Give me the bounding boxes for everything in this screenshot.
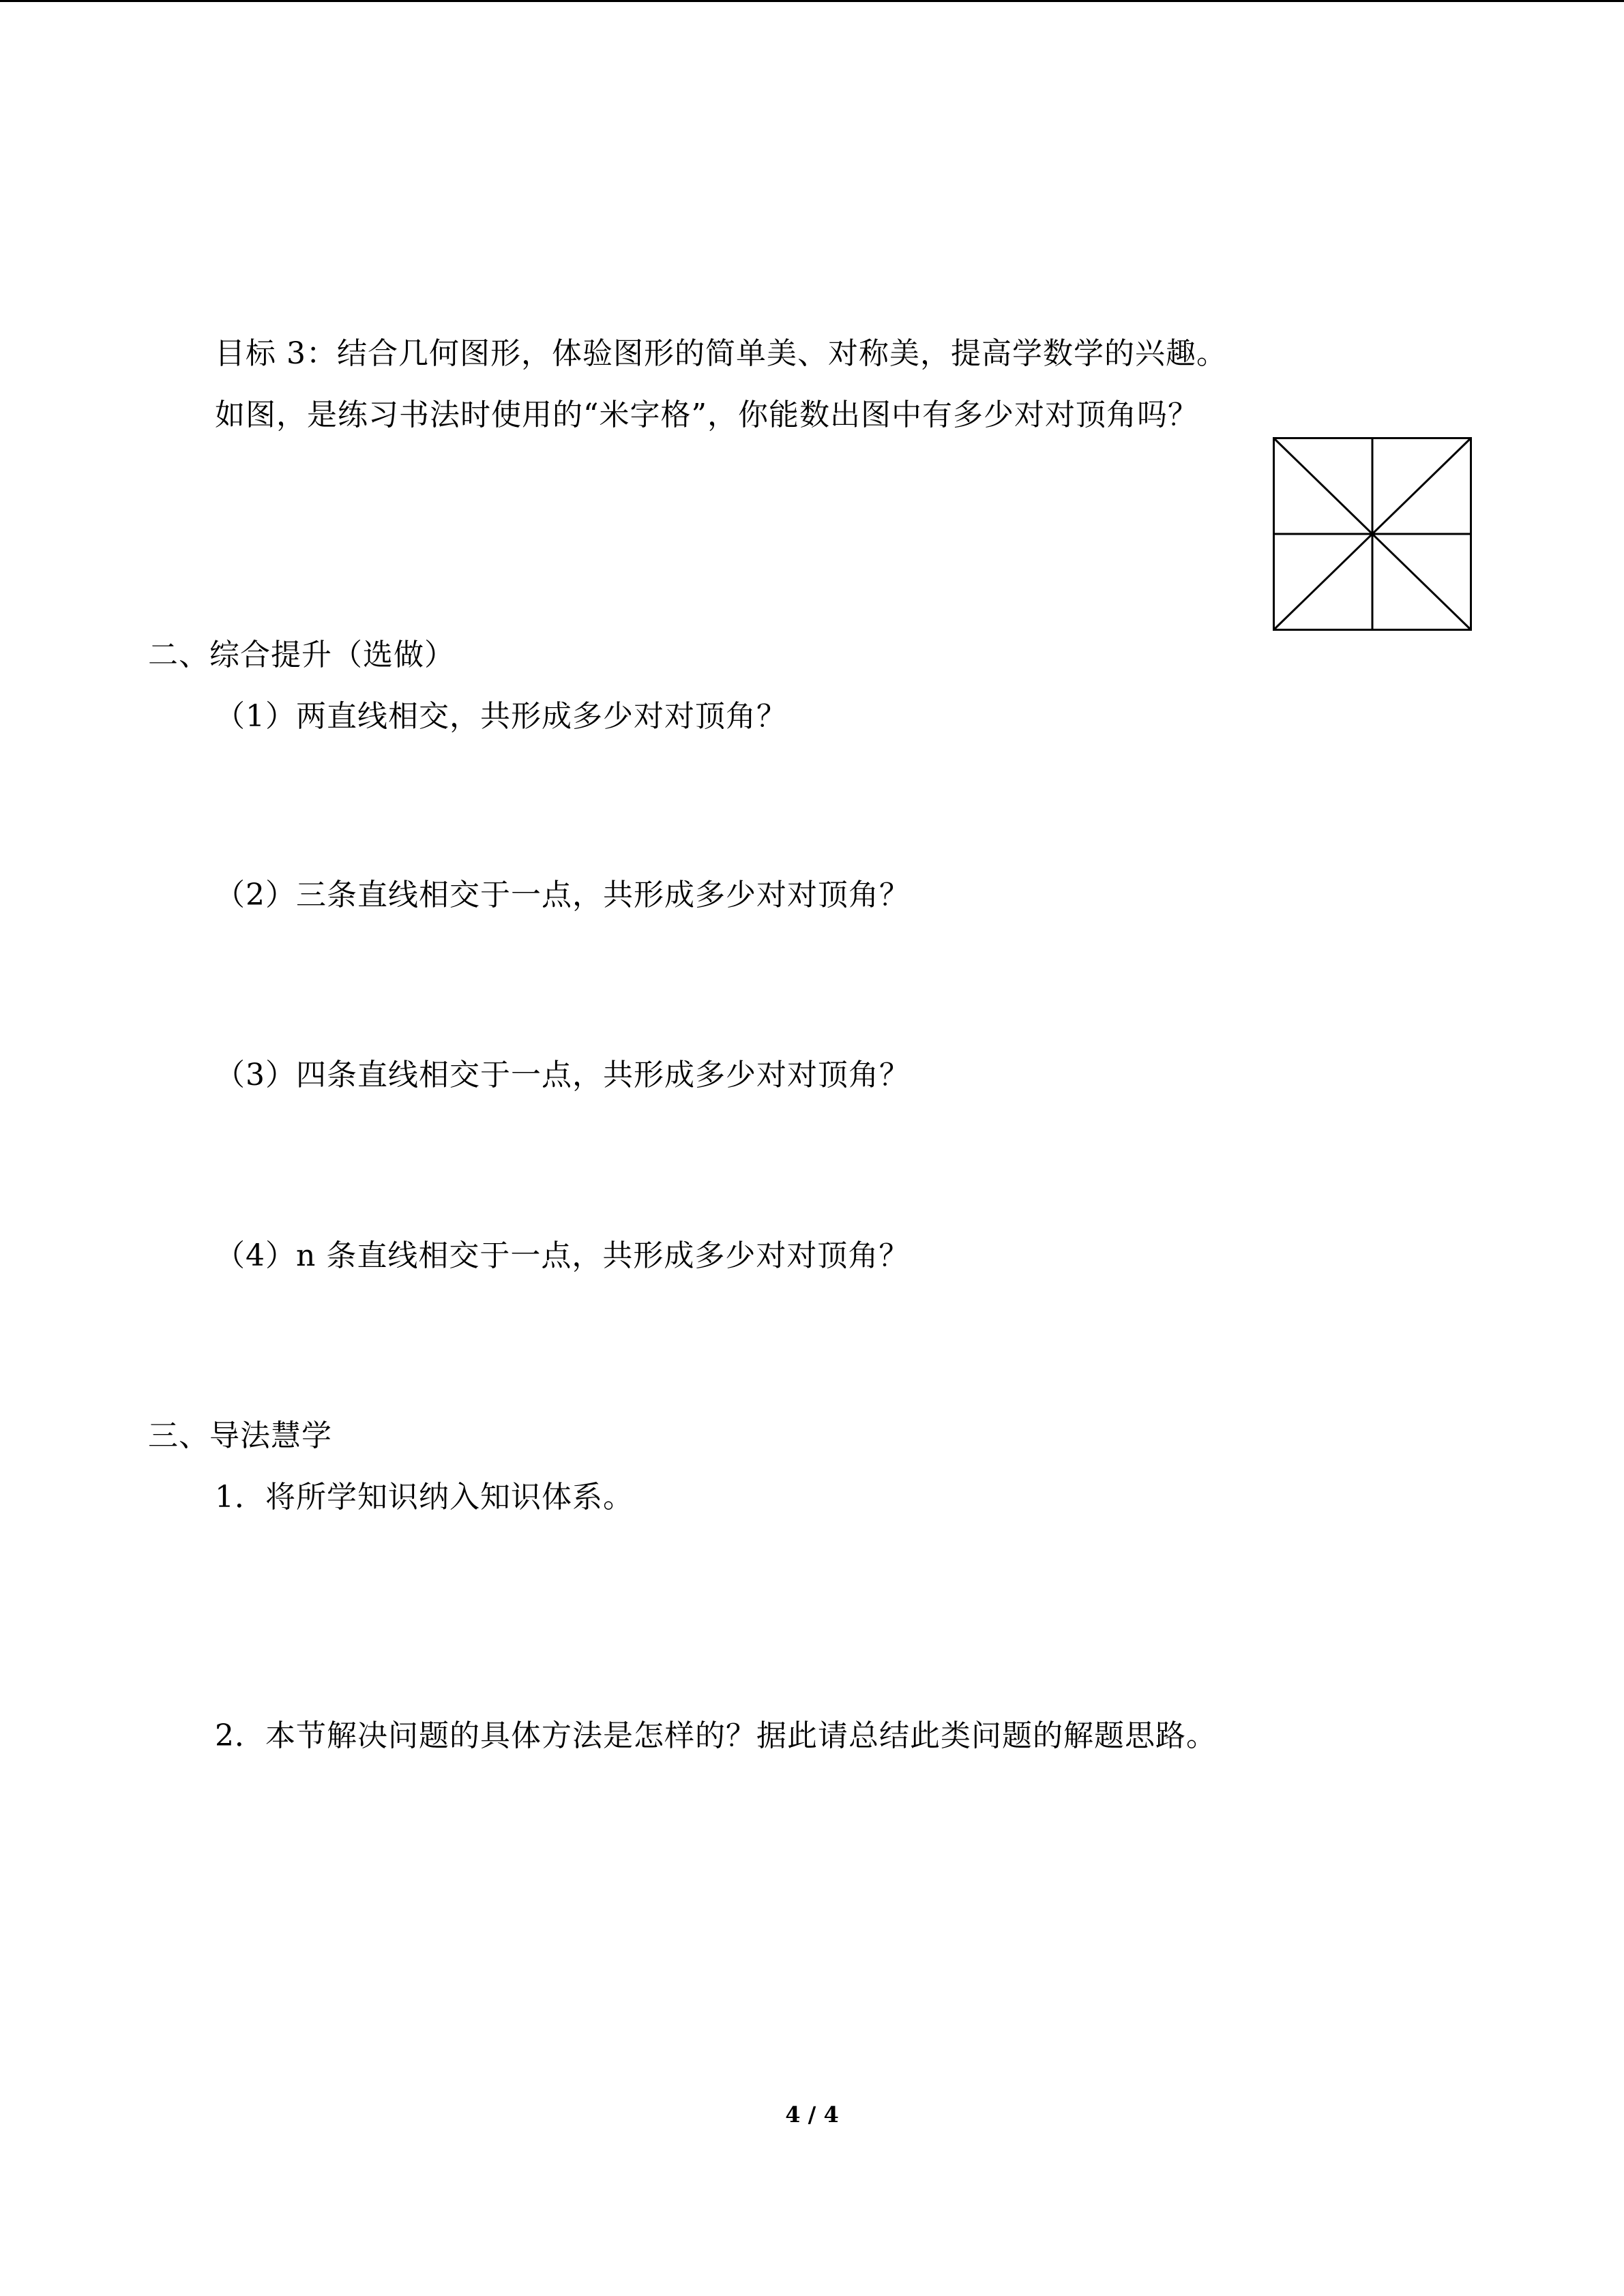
- summary-item-1: 1．将所学知识纳入知识体系。: [215, 1480, 634, 1515]
- question-1: （1）两直线相交，共形成多少对对顶角？: [215, 699, 787, 734]
- question-4: （4）n 条直线相交于一点，共形成多少对对顶角？: [215, 1238, 910, 1273]
- mi-grid-question: 如图，是练习书法时使用的“米字格”，你能数出图中有多少对对顶角吗？: [215, 398, 1198, 432]
- section-3-heading: 三、导法慧学: [148, 1418, 332, 1453]
- top-border-line: [0, 0, 1624, 2]
- page-number: 4 / 4: [785, 2102, 839, 2128]
- question-3: （3）四条直线相交于一点，共形成多少对对顶角？: [215, 1058, 910, 1092]
- summary-item-2: 2．本节解决问题的具体方法是怎样的？据此请总结此类问题的解题思路。: [215, 1718, 1217, 1753]
- goal-3-statement: 目标 3：结合几何图形，体验图形的简单美、对称美，提高学数学的兴趣。: [215, 336, 1227, 371]
- question-2: （2）三条直线相交于一点，共形成多少对对顶角？: [215, 878, 910, 912]
- section-2-heading: 二、综合提升（选做）: [148, 638, 455, 672]
- mi-character-grid-icon: [1273, 437, 1472, 631]
